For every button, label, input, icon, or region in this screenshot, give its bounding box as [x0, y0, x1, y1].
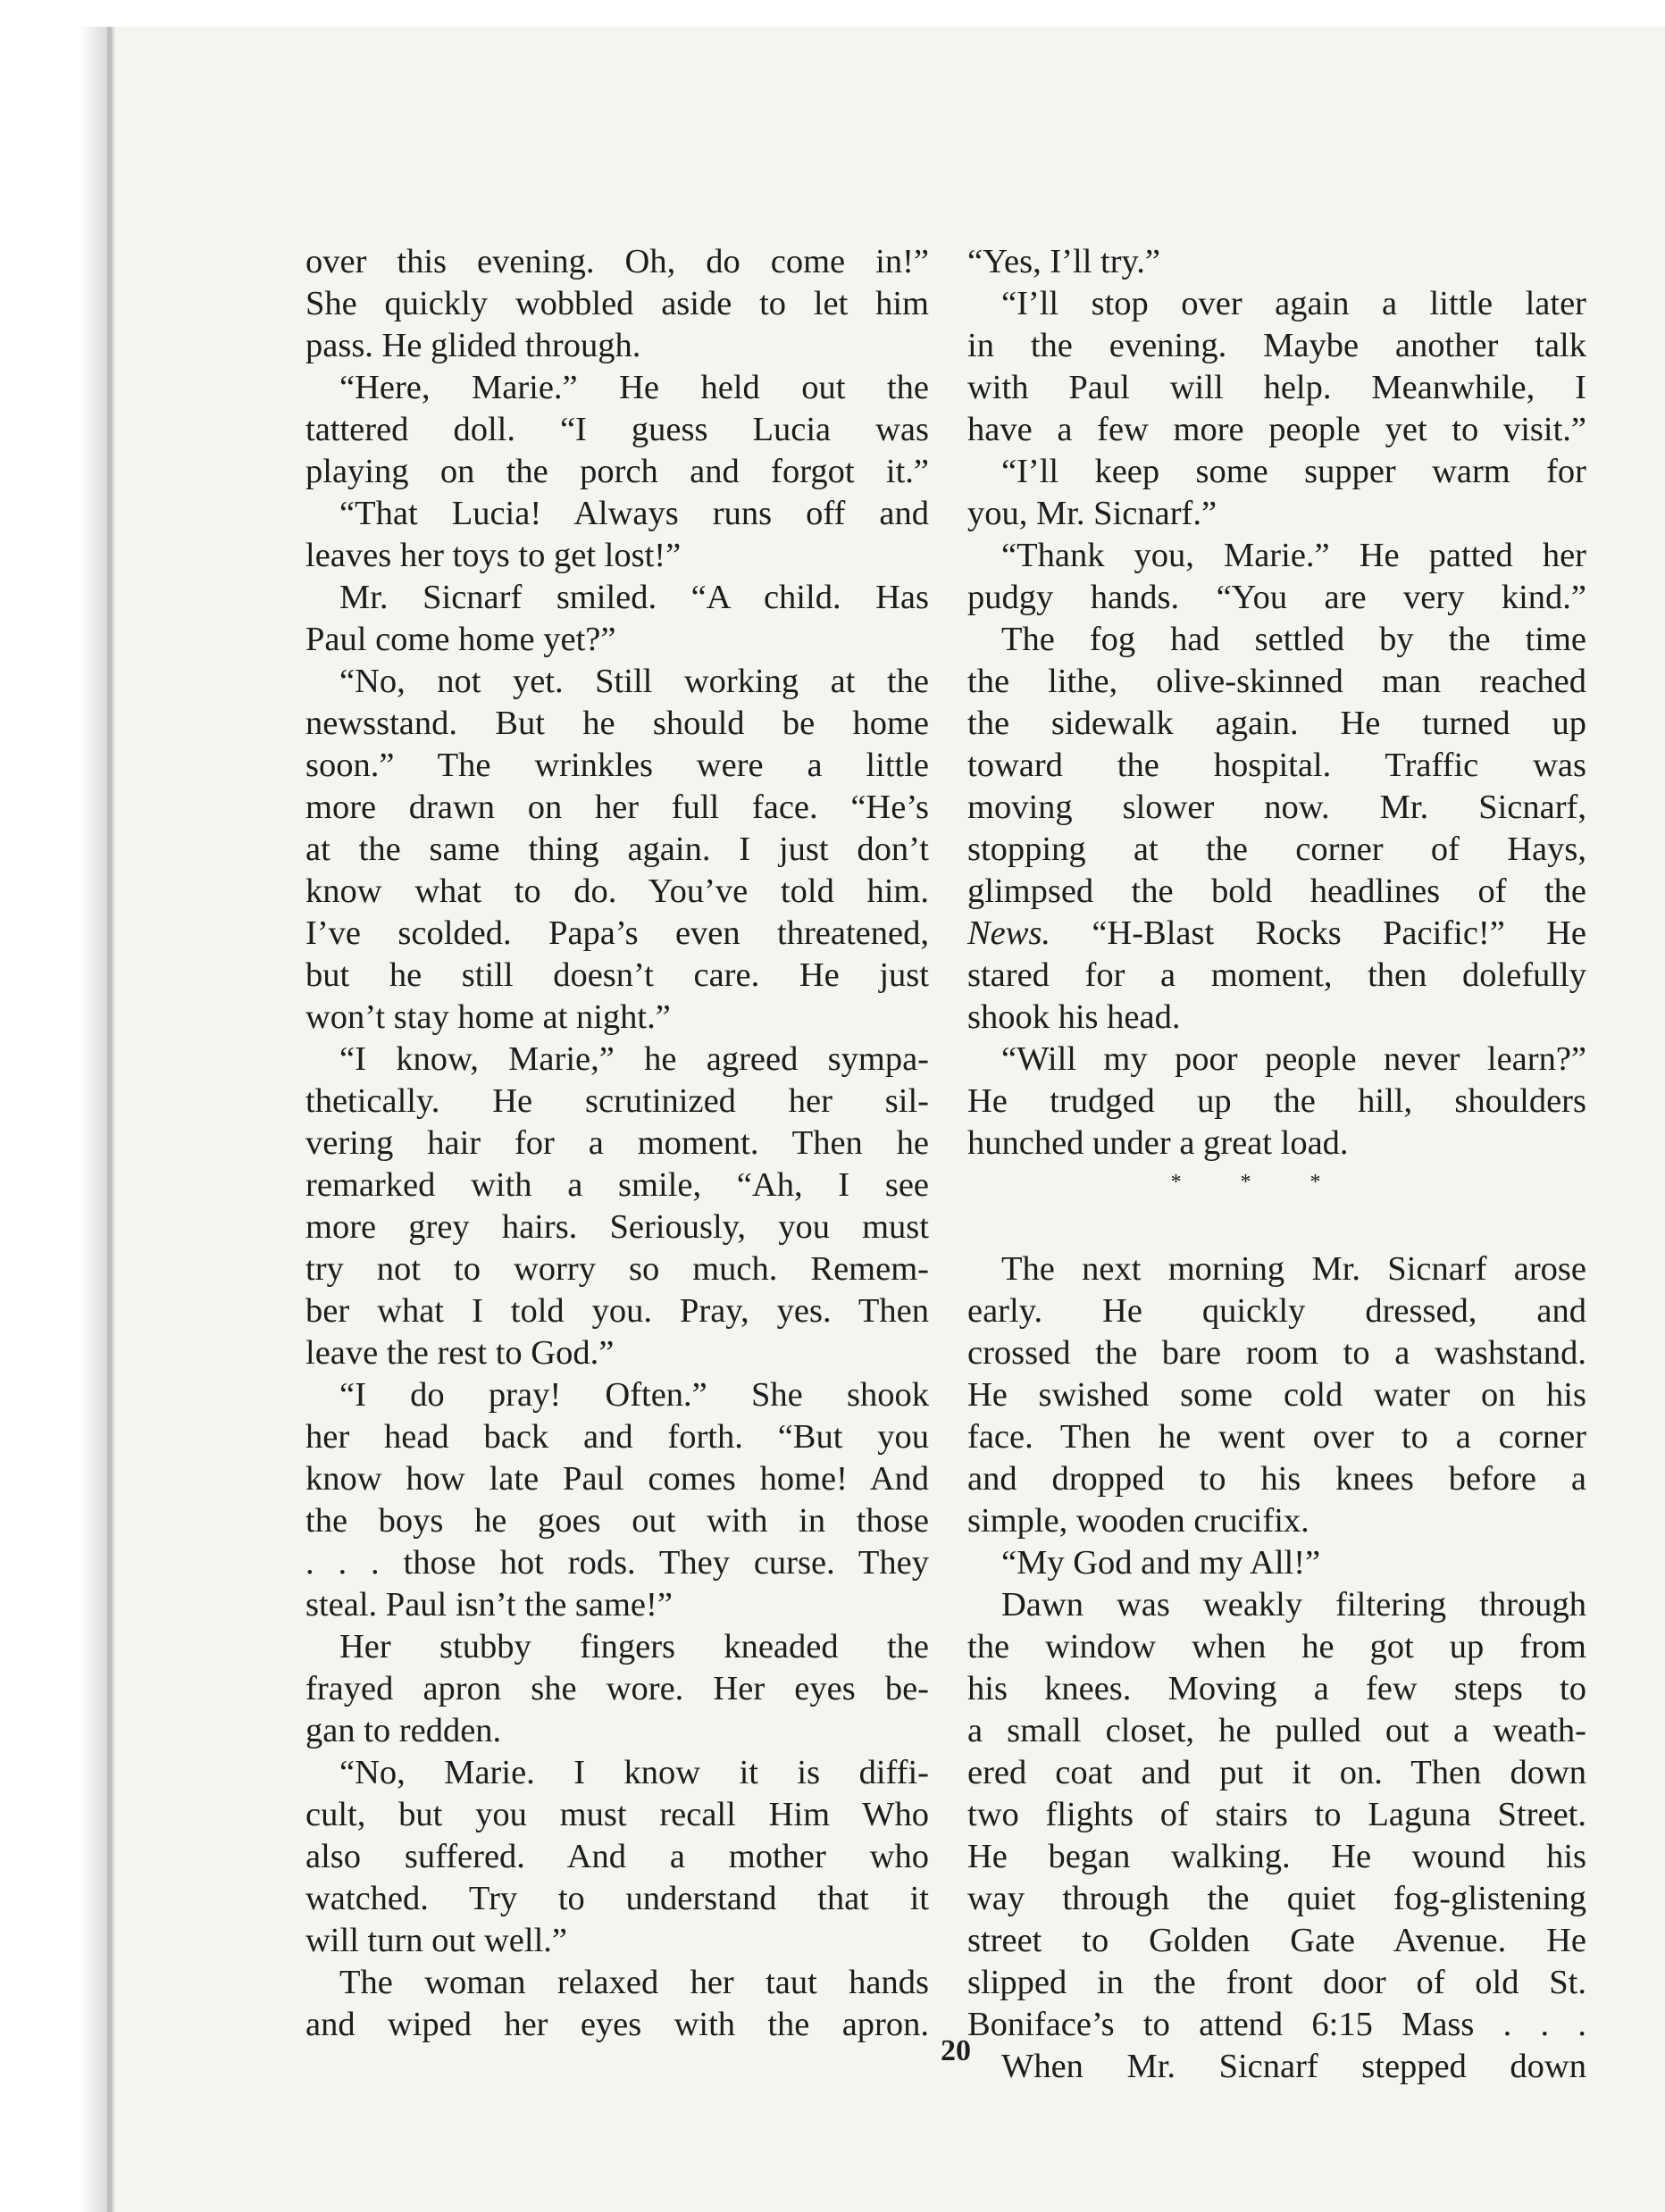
text-line: remarked with a smile, “Ah, I see: [305, 1166, 929, 1204]
text-line: try not to worry so much. Remem-: [305, 1250, 929, 1288]
text-line: know what to do. You’ve told him.: [305, 872, 929, 910]
text-line: over this evening. Oh, do come in!”: [305, 243, 929, 280]
text-line: simple, wooden crucifix.: [967, 1502, 1309, 1540]
text-line: more drawn on her full face. “He’s: [305, 789, 929, 826]
text-line: his knees. Moving a few steps to: [967, 1670, 1586, 1707]
text-line: moving slower now. Mr. Sicnarf,: [967, 789, 1586, 826]
text-line: won’t stay home at night.”: [305, 998, 671, 1036]
text-line: “I know, Marie,” he agreed sympa-: [339, 1040, 929, 1078]
text-line: ered coat and put it on. Then down: [967, 1754, 1586, 1791]
text-line: He swished some cold water on his: [967, 1376, 1586, 1414]
text-line: a small closet, he pulled out a weath-: [967, 1712, 1586, 1749]
text-line: you, Mr. Sicnarf.”: [967, 495, 1217, 532]
text-line: at the same thing again. I just don’t: [305, 831, 929, 868]
text-line: When Mr. Sicnarf stepped down: [1001, 2048, 1586, 2085]
text-line: cult, but you must recall Him Who: [305, 1796, 929, 1833]
text-line: Dawn was weakly filtering through: [1001, 1586, 1586, 1624]
text-line: with Paul will help. Meanwhile, I: [967, 369, 1586, 406]
text-line: leaves her toys to get lost!”: [305, 537, 682, 574]
text-line: the lithe, olive-skinned man reached: [967, 663, 1586, 700]
text-line: in the evening. Maybe another talk: [967, 327, 1586, 364]
text-line: He began walking. He wound his: [967, 1838, 1586, 1875]
text-line: “I’ll stop over again a little later: [1001, 285, 1586, 322]
right-text-column: [967, 241, 1586, 2088]
text-fragment: “H-Blast Rocks Pacific!” He: [1050, 914, 1586, 952]
text-line: two flights of stairs to Laguna Street.: [967, 1796, 1586, 1833]
text-line: . . . those hot rods. They curse. They: [305, 1544, 929, 1582]
text-line: tattered doll. “I guess Lucia was: [305, 411, 929, 448]
text-line: I’ve scolded. Papa’s even threatened,: [305, 914, 929, 952]
text-line: the boys he goes out with in those: [305, 1502, 929, 1540]
text-line: toward the hospital. Traffic was: [967, 747, 1586, 784]
text-line: ber what I told you. Pray, yes. Then: [305, 1292, 929, 1330]
text-line: Paul come home yet?”: [305, 621, 616, 658]
text-line: Her stubby fingers kneaded the: [339, 1628, 929, 1665]
text-line: pass. He glided through.: [305, 327, 641, 364]
text-line: “No, Marie. I know it is diffi-: [339, 1754, 929, 1791]
text-line: the sidewalk again. He turned up: [967, 705, 1586, 742]
text-line: “Will my poor people never learn?”: [1001, 1040, 1586, 1078]
text-line: vering hair for a moment. Then he: [305, 1124, 929, 1162]
text-line: her head back and forth. “But you: [305, 1418, 929, 1456]
text-line: stared for a moment, then dolefully: [967, 956, 1586, 994]
text-line: shook his head.: [967, 998, 1181, 1036]
right-column-part-one: [967, 241, 1586, 1164]
text-line: thetically. He scrutinized her sil-: [305, 1082, 929, 1120]
text-line: street to Golden Gate Avenue. He: [967, 1922, 1586, 1959]
text-line: He trudged up the hill, shoulders: [967, 1082, 1586, 1120]
text-line: leave the rest to God.”: [305, 1334, 615, 1372]
text-line: hunched under a great load.: [967, 1124, 1349, 1162]
text-line: know how late Paul comes home! And: [305, 1460, 929, 1498]
text-line: “I do pray! Often.” She shook: [339, 1376, 929, 1414]
text-line: Boniface’s to attend 6:15 Mass . . .: [967, 2006, 1586, 2043]
text-line: watched. Try to understand that it: [305, 1880, 929, 1917]
text-line: gan to redden.: [305, 1712, 502, 1749]
text-line: soon.” The wrinkles were a little: [305, 747, 929, 784]
text-line: crossed the bare room to a washstand.: [967, 1334, 1586, 1372]
text-line: more grey hairs. Seriously, you must: [305, 1208, 929, 1246]
text-line: The woman relaxed her taut hands: [339, 1964, 929, 2001]
text-line: have a few more people yet to visit.”: [967, 411, 1586, 448]
text-line: The fog had settled by the time: [1001, 621, 1586, 658]
text-line: playing on the porch and forgot it.”: [305, 453, 929, 490]
text-line: The next morning Mr. Sicnarf arose: [1001, 1250, 1586, 1288]
text-line: way through the quiet fog-glistening: [967, 1880, 1586, 1917]
text-line: Mr. Sicnarf smiled. “A child. Has: [339, 579, 929, 616]
text-line: slipped in the front door of old St.: [967, 1964, 1586, 2001]
text-line: “Here, Marie.” He held out the: [339, 369, 929, 406]
text-line: “Thank you, Marie.” He patted her: [1001, 537, 1586, 574]
text-line: but he still doesn’t care. He just: [305, 956, 929, 994]
text-line: frayed apron she wore. Her eyes be-: [305, 1670, 929, 1707]
left-text-column: [305, 241, 929, 2046]
text-line: [967, 913, 1586, 955]
text-line: She quickly wobbled aside to let him: [305, 285, 929, 322]
text-line: “My God and my All!”: [1001, 1544, 1321, 1582]
text-line: newsstand. But he should be home: [305, 705, 929, 742]
text-line: “I’ll keep some supper warm for: [1001, 453, 1586, 490]
text-line: pudgy hands. “You are very kind.”: [967, 579, 1586, 616]
section-break: * * *: [1170, 1171, 1348, 1194]
text-line: and wiped her eyes with the apron.: [305, 2006, 929, 2043]
book-binding-shadow: [0, 27, 114, 2212]
text-line: the window when he got up from: [967, 1628, 1586, 1665]
text-line: steal. Paul isn’t the same!”: [305, 1586, 673, 1624]
text-line: glimpsed the bold headlines of the: [967, 872, 1586, 910]
italic-title: News.: [967, 914, 1051, 952]
text-line: “That Lucia! Always runs off and: [339, 495, 929, 532]
text-line: will turn out well.”: [305, 1922, 567, 1959]
text-line: and dropped to his knees before a: [967, 1460, 1586, 1498]
right-column-part-two: [967, 1248, 1586, 2088]
text-line: “No, not yet. Still working at the: [339, 663, 929, 700]
text-line: early. He quickly dressed, and: [967, 1292, 1586, 1330]
text-line: also suffered. And a mother who: [305, 1838, 929, 1875]
text-line: “Yes, I’ll try.”: [967, 243, 1160, 280]
section-break-spacer: [967, 1206, 1586, 1248]
text-line: face. Then he went over to a corner: [967, 1418, 1586, 1456]
text-line: stopping at the corner of Hays,: [967, 831, 1586, 868]
page-number: 20: [941, 2034, 971, 2067]
